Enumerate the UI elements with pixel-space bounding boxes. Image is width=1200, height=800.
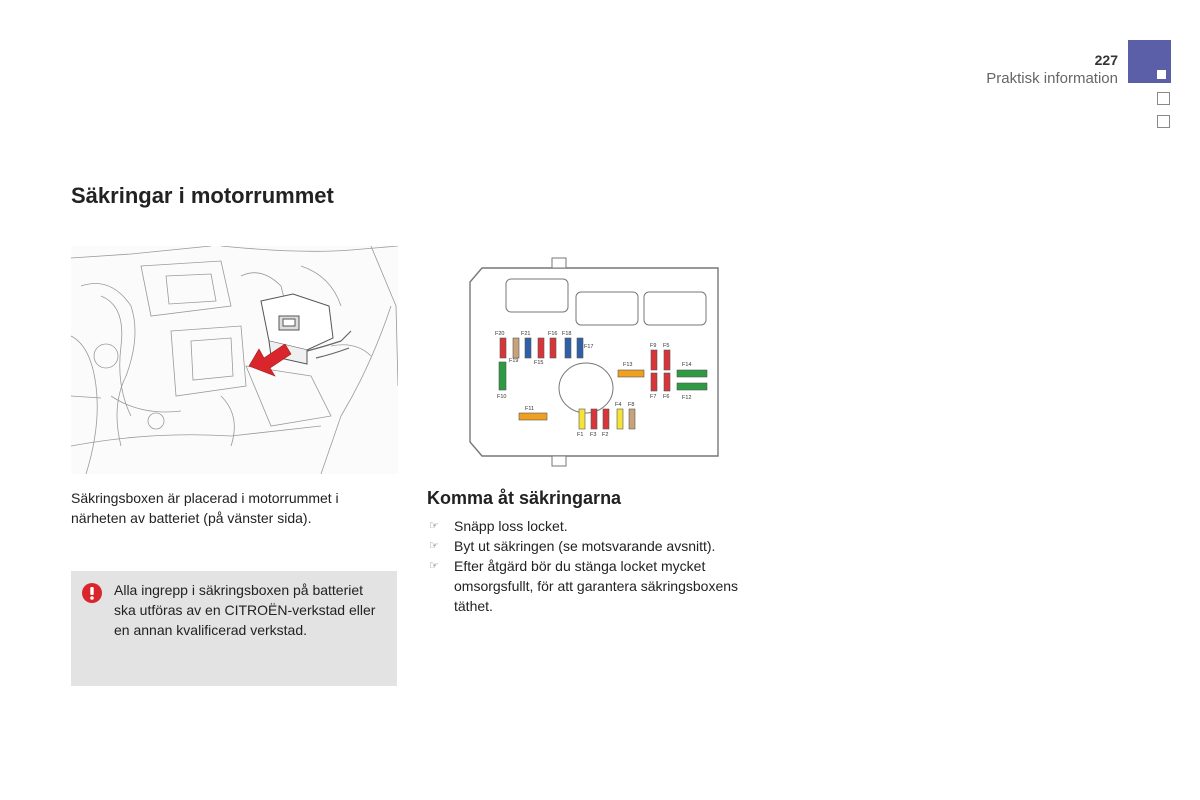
fuse-label-f14: F14	[682, 362, 692, 368]
fuse-label-f15: F15	[534, 360, 544, 366]
fuse-f6	[664, 373, 670, 391]
hand-pointer-icon: ☞	[429, 560, 439, 572]
fuse-f21	[513, 338, 519, 358]
fuse-f18	[565, 338, 571, 358]
fuse-label-f6: F6	[663, 394, 670, 400]
photo-caption: Säkringsboxen är placerad i motorrummet i närheten av batteriet (på vänster sida).	[71, 490, 339, 526]
fuse-label-f1: F1	[577, 432, 584, 438]
fuse-label-f3: F3	[590, 432, 597, 438]
list-item	[427, 556, 767, 616]
list-item	[427, 516, 767, 536]
fuse-label-f7: F7	[650, 394, 657, 400]
fuse-f8	[629, 409, 635, 429]
chapter-tab	[1128, 40, 1171, 83]
fuse-f17	[577, 338, 583, 358]
fuse-box-diagram	[468, 256, 720, 468]
warning-box	[71, 571, 397, 686]
fuse-f11	[519, 413, 547, 420]
fuse-f13	[618, 370, 644, 377]
fuse-f12	[677, 383, 707, 390]
step-text: Snäpp loss locket.	[454, 518, 568, 534]
chapter-tab-empty-box	[1157, 115, 1170, 128]
page-number: 227	[1094, 52, 1118, 68]
fuse-label-f21: F21	[521, 331, 531, 337]
fuse-label-f16: F16	[548, 331, 558, 337]
list-item	[427, 536, 767, 556]
fuse-label-f12: F12	[682, 395, 692, 401]
engine-bay-illustration	[71, 246, 398, 474]
fuse-f2	[603, 409, 609, 429]
fuse-f16	[550, 338, 556, 358]
fuse-label-f13: F13	[623, 362, 633, 368]
engine-bay-drawing	[71, 246, 398, 474]
fuse-f5	[664, 350, 670, 370]
fuse-f1	[579, 409, 585, 429]
fuse-label-f18: F18	[562, 331, 572, 337]
page-title: Säkringar i motorrummet	[71, 183, 334, 208]
fuse-label-f11: F11	[525, 406, 535, 412]
fuse-f9	[651, 350, 657, 370]
fuse-f4	[617, 409, 623, 429]
fuse-label-f9: F9	[650, 343, 657, 349]
fuse-f7	[651, 373, 657, 391]
fuse-f20	[500, 338, 506, 358]
chapter-tab-marker	[1157, 70, 1166, 79]
fuse-f15	[538, 338, 544, 358]
section-label: Praktisk information	[986, 70, 1118, 87]
fuse-label-f5: F5	[663, 343, 670, 349]
fuse-label-f20: F20	[495, 331, 505, 337]
fuse-f14	[677, 370, 707, 377]
fuse-f3	[591, 409, 597, 429]
access-steps	[427, 516, 767, 616]
hand-pointer-icon: ☞	[429, 520, 439, 532]
warning-text: Alla ingrepp i säkringsboxen på batteriet ska utföras av en CITROËN-verkstad eller en annan kvalificerad verkstad.	[114, 582, 376, 638]
fuse-label-f10: F10	[497, 394, 507, 400]
fuse-box-drawing	[468, 256, 720, 468]
fuse-f10	[499, 362, 506, 390]
fuse-f19	[525, 338, 531, 358]
step-text: Byt ut säkringen (se motsvarande avsnitt).	[454, 538, 716, 554]
access-heading: Komma åt säkringarna	[427, 488, 622, 508]
exclamation-icon	[82, 583, 102, 603]
fuse-label-f4: F4	[615, 402, 622, 408]
fuse-label-f8: F8	[628, 402, 635, 408]
fuse-label-f2: F2	[602, 432, 609, 438]
fuse-label-f19: F19	[509, 358, 519, 364]
chapter-tab-empty-box	[1157, 92, 1170, 105]
step-text: Efter åtgärd bör du stänga locket mycket omsorgsfullt, för att garantera säkringsboxens täthet.	[454, 558, 739, 614]
fuse-label-f17: F17	[584, 344, 594, 350]
hand-pointer-icon: ☞	[429, 540, 439, 552]
